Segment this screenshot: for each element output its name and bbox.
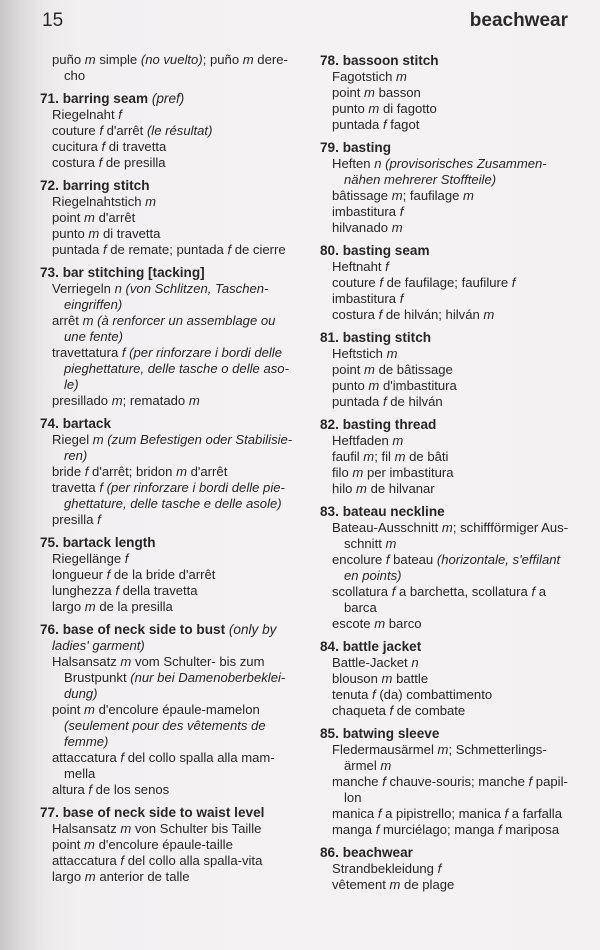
right-column <box>320 52 582 899</box>
translation-line: Riegellänge f <box>52 551 129 566</box>
translation <box>40 123 302 139</box>
translation-line: manche f chauve-souris; manche f papil- <box>332 774 568 789</box>
translation <box>320 69 582 85</box>
translation <box>320 687 582 703</box>
entry-headword <box>320 416 582 433</box>
translation-line: costura f de hilván; hilván m <box>332 307 495 322</box>
translation <box>320 220 582 236</box>
translation <box>40 345 302 393</box>
translation-line: imbastitura f <box>332 291 404 306</box>
entry-headword <box>320 844 582 861</box>
entry-number: 73. <box>40 265 63 280</box>
translation <box>40 432 302 464</box>
entry-term: bateau neckline <box>342 504 445 519</box>
translation <box>320 394 582 410</box>
translation <box>40 393 302 409</box>
entry-term: beachwear <box>342 845 413 860</box>
translation <box>40 654 302 702</box>
entry-number: 80. <box>320 243 343 258</box>
dictionary-entry <box>40 264 302 409</box>
translation-continuation: eingriffen) <box>64 297 123 312</box>
translation <box>320 465 582 481</box>
dictionary-entry <box>320 503 582 632</box>
translation <box>320 378 582 394</box>
translation <box>320 861 582 877</box>
translation-line: point m d'encolure épaule-taille <box>52 837 233 852</box>
entry-headword <box>320 52 582 69</box>
translation-line: tenuta f (da) combattimento <box>332 687 493 702</box>
translation-line: Riegelnaht f <box>52 107 122 122</box>
translation-line: punto m di travetta <box>52 226 161 241</box>
entry-term: base of neck side to bust <box>62 622 226 637</box>
translation <box>40 583 302 599</box>
entry-note: (only by <box>225 622 277 637</box>
dictionary-entry <box>40 534 302 615</box>
translation-continuation: schnitt m <box>344 536 397 551</box>
right-entries <box>320 52 582 893</box>
translation-line: puntada f fagot <box>332 117 420 132</box>
translation <box>40 551 302 567</box>
entry-headword <box>320 242 582 259</box>
translation-line: presilla f <box>52 512 101 527</box>
entry-number: 86. <box>320 845 343 860</box>
translation-continuation: nähen mehrerer Stoffteile) <box>344 172 497 187</box>
entry-number: 82. <box>320 417 343 432</box>
translation <box>320 671 582 687</box>
translation-line: hilo m de hilvanar <box>332 481 435 496</box>
translation-line: presillado m; rematado m <box>52 393 200 408</box>
translation-line: manica f a pipistrello; manica f a farfalla <box>332 806 562 821</box>
translation-line: arrêt m (à renforcer un assemblage ou <box>52 313 276 328</box>
entry-number: 79. <box>320 140 343 155</box>
translation-line: imbastitura f <box>332 204 404 219</box>
translation-line: manga f murciélago; manga f mariposa <box>332 822 560 837</box>
translation-continuation: en points) <box>344 568 402 583</box>
dictionary-entry <box>40 177 302 258</box>
translation-line: punto m d'imbastitura <box>332 378 457 393</box>
entry-headword <box>320 503 582 520</box>
entry-term: basting <box>342 140 392 155</box>
running-head: beachwear <box>469 10 568 31</box>
entry-number: 72. <box>40 178 63 193</box>
entry-term: bassoon stitch <box>342 53 439 68</box>
translation <box>40 821 302 837</box>
translation-line: costura f de presilla <box>52 155 166 170</box>
entry-number: 85. <box>320 726 343 741</box>
entry-term: barring seam <box>62 91 149 106</box>
translation-line: point m d'arrêt <box>52 210 136 225</box>
entry-number: 76. <box>40 622 63 637</box>
translation-continuation: lon <box>344 790 362 805</box>
translation-continuation: ghettature, delle tasche e delle asole) <box>64 496 282 511</box>
translation <box>40 464 302 480</box>
translation <box>320 449 582 465</box>
entry-headword <box>40 621 302 638</box>
dictionary-entry <box>320 638 582 719</box>
translation-line: puntada f de hilván <box>332 394 443 409</box>
entry-term: bartack length <box>62 535 156 550</box>
translation-continuation: (seulement pour des vêtements de <box>64 718 266 733</box>
translation-line: puntada f de remate; puntada f de cierre <box>52 242 286 257</box>
entry-term: barring stitch <box>62 178 150 193</box>
translation <box>320 291 582 307</box>
translation <box>320 346 582 362</box>
left-column <box>40 52 302 891</box>
translation <box>40 837 302 853</box>
left-entries <box>40 90 302 885</box>
translation <box>40 750 302 782</box>
translation <box>40 599 302 615</box>
translation <box>40 567 302 583</box>
translation-line: attaccatura f del collo alla spalla-vita <box>52 853 263 868</box>
translation <box>40 702 302 750</box>
translation-line: point m d'encolure épaule-mamelon <box>52 702 260 717</box>
translation-continuation: dung) <box>64 686 98 701</box>
translation-continuation: Brustpunkt (nur bei Damenoberbeklei- <box>64 670 286 685</box>
translation <box>40 242 302 258</box>
entry-term: base of neck side to waist level <box>62 805 265 820</box>
entry-headword <box>40 804 302 821</box>
translation <box>320 307 582 323</box>
translation-continuation: ren) <box>64 448 88 463</box>
translation-line: Fledermausärmel m; Schmetterlings- <box>332 742 547 757</box>
translation-line: puño m simple (no vuelto); puño m dere- <box>52 52 288 67</box>
translation-line: hilvanado m <box>332 220 403 235</box>
entry-number: 81. <box>320 330 343 345</box>
translation <box>320 774 582 806</box>
entry-term: battle jacket <box>342 639 422 654</box>
translation-line: Halsansatz m von Schulter bis Taille <box>52 821 262 836</box>
translation-continuation: une fente) <box>64 329 123 344</box>
translation <box>320 877 582 893</box>
dictionary-entry <box>40 415 302 528</box>
translation-line: Heftfaden m <box>332 433 404 448</box>
translation-line: bride f d'arrêt; bridon m d'arrêt <box>52 464 228 479</box>
entry-term: bar stitching [tacking] <box>62 265 205 280</box>
entry-headword <box>40 264 302 281</box>
translation-line: Fagotstich m <box>332 69 407 84</box>
entry-number: 83. <box>320 504 343 519</box>
translation <box>320 433 582 449</box>
translation <box>40 281 302 313</box>
entry-headword <box>40 177 302 194</box>
translation <box>40 782 302 798</box>
dictionary-entry <box>320 242 582 323</box>
translation <box>320 742 582 774</box>
dictionary-entry <box>320 725 582 838</box>
translation <box>320 520 582 552</box>
entry-number: 75. <box>40 535 63 550</box>
translation <box>40 139 302 155</box>
translation <box>40 194 302 210</box>
translation <box>320 156 582 188</box>
translation-continuation: femme) <box>64 734 109 749</box>
continuation-entry <box>40 52 302 84</box>
translation-line: altura f de los senos <box>52 782 170 797</box>
translation <box>320 481 582 497</box>
translation-line: couture f d'arrêt (le résultat) <box>52 123 213 138</box>
translation-line: attaccatura f del collo spalla alla mam- <box>52 750 275 765</box>
entry-note-continuation: ladies' garment) <box>52 638 145 653</box>
translation-continuation: pieghettature, delle tasche o delle aso- <box>64 361 289 376</box>
translation-line: Heftnaht f <box>332 259 389 274</box>
translation-line: bâtissage m; faufilage m <box>332 188 474 203</box>
translation <box>320 806 582 822</box>
translation-line: Riegelnahtstich m <box>52 194 157 209</box>
translation-line: Halsansatz m vom Schulter- bis zum <box>52 654 265 669</box>
translation-line: largo m de la presilla <box>52 599 173 614</box>
translation <box>40 107 302 123</box>
translation <box>320 117 582 133</box>
entry-headword <box>320 638 582 655</box>
translation <box>320 85 582 101</box>
entry-number: 84. <box>320 639 343 654</box>
entry-number: 77. <box>40 805 63 820</box>
translation-line: Heftstich m <box>332 346 398 361</box>
translation-continuation: barca <box>344 600 377 615</box>
translation-line: Strandbekleidung f <box>332 861 442 876</box>
dictionary-entry <box>40 90 302 171</box>
translation-line: scollatura f a barchetta, scollatura f a <box>332 584 546 599</box>
dictionary-entry <box>320 329 582 410</box>
translation-line: travettatura f (per rinforzare i bordi delle <box>52 345 282 360</box>
dictionary-entry <box>320 139 582 236</box>
translation-line: couture f de faufilage; faufilure f <box>332 275 516 290</box>
translation <box>320 101 582 117</box>
translation-line: Verriegeln n (von Schlitzen, Taschen- <box>52 281 269 296</box>
translation <box>320 188 582 204</box>
translation <box>40 210 302 226</box>
translation-continuation: cho <box>64 68 86 83</box>
entry-headword <box>320 725 582 742</box>
entry-term: basting stitch <box>342 330 432 345</box>
translation <box>320 822 582 838</box>
translation <box>320 204 582 220</box>
entry-number: 78. <box>320 53 343 68</box>
translation-line: Riegel m (zum Befestigen oder Stabilisie- <box>52 432 293 447</box>
dictionary-entry <box>320 416 582 497</box>
translation-continuation: mella <box>64 766 96 781</box>
translation-line: travetta f (per rinforzare i bordi delle pie- <box>52 480 285 495</box>
translation-line: encolure f bateau (horizontale, s'effilant <box>332 552 561 567</box>
translation-line: point m de bâtissage <box>332 362 453 377</box>
translation-line: vêtement m de plage <box>332 877 455 892</box>
translation-line: chaqueta f de combate <box>332 703 466 718</box>
entry-headword <box>40 90 302 107</box>
entry-term: basting seam <box>342 243 430 258</box>
translation-line: lunghezza f della travetta <box>52 583 198 598</box>
translation-line: Bateau-Ausschnitt m; schiffförmiger Aus- <box>332 520 569 535</box>
translation-line: escote m barco <box>332 616 422 631</box>
translation <box>320 616 582 632</box>
translation-line: largo m anterior de talle <box>52 869 190 884</box>
entry-term: basting thread <box>342 417 437 432</box>
translation-line: longueur f de la bride d'arrêt <box>52 567 216 582</box>
translation <box>40 155 302 171</box>
translation-line: cucitura f di travetta <box>52 139 167 154</box>
entry-term: bartack <box>62 416 112 431</box>
entry-number: 74. <box>40 416 63 431</box>
translation <box>320 362 582 378</box>
translation <box>40 869 302 885</box>
entry-number: 71. <box>40 91 63 106</box>
translation <box>320 584 582 616</box>
translation <box>320 259 582 275</box>
translation <box>320 275 582 291</box>
translation-continuation: le) <box>64 377 79 392</box>
dictionary-entry <box>320 52 582 133</box>
translation <box>40 313 302 345</box>
translation-line: punto m di fagotto <box>332 101 437 116</box>
translation <box>320 655 582 671</box>
entry-headword <box>40 534 302 551</box>
translation-line: blouson m battle <box>332 671 429 686</box>
entry-headword <box>40 415 302 432</box>
entry-note: (pref) <box>148 91 185 106</box>
translation-line: Heften n (provisorisches Zusammen- <box>332 156 547 171</box>
translation-line: filo m per imbastitura <box>332 465 454 480</box>
dictionary-entry <box>40 621 302 798</box>
dictionary-entry <box>40 804 302 885</box>
translation-line: faufil m; fil m de bâti <box>332 449 449 464</box>
translation <box>40 480 302 512</box>
translation <box>320 552 582 584</box>
translation <box>320 703 582 719</box>
translation-continuation: ärmel m <box>344 758 392 773</box>
translation <box>40 512 302 528</box>
translation <box>40 853 302 869</box>
entry-headword <box>320 329 582 346</box>
translation <box>40 226 302 242</box>
translation-line: Battle-Jacket n <box>332 655 419 670</box>
page-number: 15 <box>42 10 64 31</box>
entry-headword <box>320 139 582 156</box>
entry-term: batwing sleeve <box>342 726 440 741</box>
translation-line: point m basson <box>332 85 421 100</box>
dictionary-entry <box>320 844 582 893</box>
